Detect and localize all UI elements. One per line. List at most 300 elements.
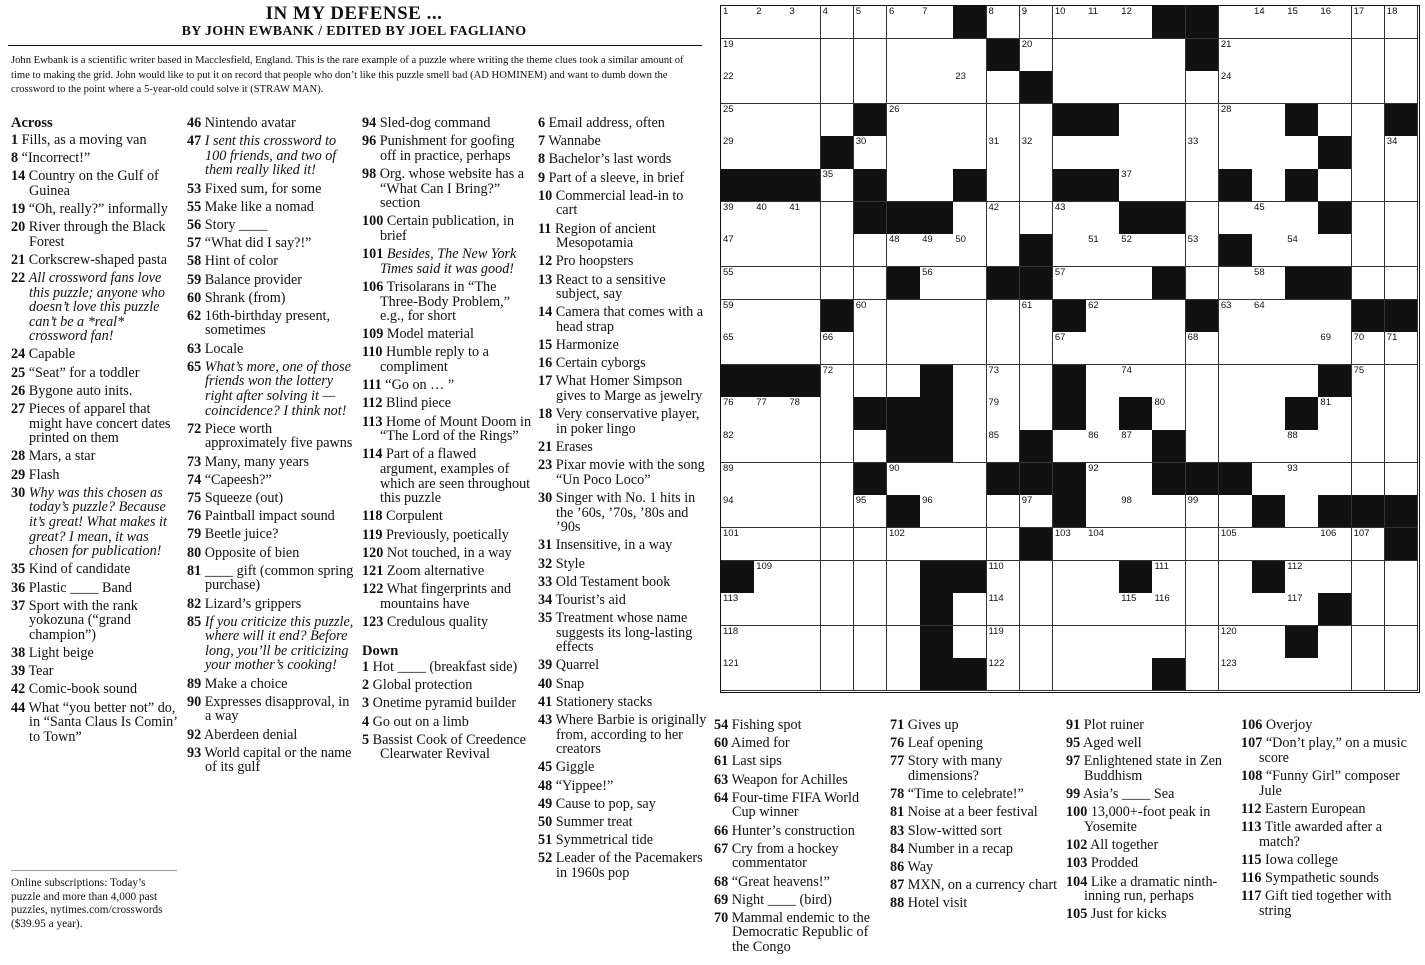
grid-cell[interactable] bbox=[1186, 104, 1220, 137]
clue-item[interactable] bbox=[362, 134, 534, 163]
grid-cell[interactable] bbox=[1252, 658, 1286, 691]
grid-cell[interactable] bbox=[1352, 71, 1386, 104]
grid-cell[interactable] bbox=[987, 495, 1021, 528]
grid-cell[interactable] bbox=[1020, 561, 1054, 594]
grid-cell[interactable] bbox=[1352, 104, 1386, 137]
clue-item[interactable] bbox=[362, 327, 534, 342]
grid-cell[interactable] bbox=[1086, 495, 1120, 528]
clue-item[interactable] bbox=[538, 305, 708, 334]
clue-item[interactable] bbox=[538, 677, 708, 692]
grid-cell[interactable] bbox=[1086, 658, 1120, 691]
grid-cell[interactable] bbox=[721, 71, 755, 104]
grid-cell[interactable] bbox=[1086, 332, 1120, 365]
grid-cell[interactable] bbox=[920, 495, 954, 528]
clue-item[interactable] bbox=[362, 564, 534, 579]
grid-cell[interactable] bbox=[987, 332, 1021, 365]
grid-cell[interactable] bbox=[1219, 6, 1253, 39]
grid-cell[interactable] bbox=[1385, 593, 1419, 626]
grid-cell[interactable] bbox=[854, 39, 888, 72]
grid-cell[interactable] bbox=[1053, 234, 1087, 267]
grid-cell[interactable] bbox=[1152, 234, 1186, 267]
grid-cell[interactable] bbox=[987, 104, 1021, 137]
grid-cell[interactable] bbox=[1119, 593, 1153, 626]
grid-cell[interactable] bbox=[987, 169, 1021, 202]
clue-item[interactable] bbox=[187, 728, 357, 743]
grid-cell[interactable] bbox=[1352, 658, 1386, 691]
clue-item[interactable] bbox=[187, 509, 357, 524]
clue-item[interactable] bbox=[362, 733, 534, 762]
clue-item[interactable] bbox=[538, 458, 708, 487]
clue-item[interactable] bbox=[538, 116, 708, 131]
grid-cell[interactable] bbox=[854, 658, 888, 691]
grid-cell[interactable] bbox=[920, 6, 954, 39]
clue-item[interactable] bbox=[362, 247, 534, 276]
grid-cell[interactable] bbox=[1285, 561, 1319, 594]
grid-cell[interactable] bbox=[1318, 658, 1352, 691]
grid-cell[interactable] bbox=[754, 202, 788, 235]
grid-cell[interactable] bbox=[1119, 528, 1153, 561]
grid-cell[interactable] bbox=[787, 136, 821, 169]
grid-cell[interactable] bbox=[854, 71, 888, 104]
grid-cell[interactable] bbox=[987, 430, 1021, 463]
grid-cell[interactable] bbox=[987, 528, 1021, 561]
grid-cell[interactable] bbox=[1252, 528, 1286, 561]
grid-cell[interactable] bbox=[1219, 300, 1253, 333]
grid-cell[interactable] bbox=[1285, 300, 1319, 333]
grid-cell[interactable] bbox=[1020, 365, 1054, 398]
clue-item[interactable] bbox=[890, 787, 1060, 802]
clue-item[interactable] bbox=[538, 152, 708, 167]
grid-cell[interactable] bbox=[754, 658, 788, 691]
clue-item[interactable] bbox=[11, 682, 179, 697]
clue-item[interactable] bbox=[538, 538, 708, 553]
grid-cell[interactable] bbox=[854, 528, 888, 561]
grid-cell[interactable] bbox=[1119, 430, 1153, 463]
grid-cell[interactable] bbox=[953, 463, 987, 496]
grid-cell[interactable] bbox=[920, 169, 954, 202]
clue-item[interactable] bbox=[538, 440, 708, 455]
grid-cell[interactable] bbox=[721, 658, 755, 691]
grid-cell[interactable] bbox=[1219, 561, 1253, 594]
clue-item[interactable] bbox=[1066, 805, 1234, 834]
clue-item[interactable] bbox=[187, 236, 357, 251]
grid-cell[interactable] bbox=[1053, 332, 1087, 365]
grid-cell[interactable] bbox=[953, 202, 987, 235]
grid-cell[interactable] bbox=[721, 6, 755, 39]
grid-cell[interactable] bbox=[1219, 202, 1253, 235]
clue-item[interactable] bbox=[714, 824, 882, 839]
clue-item[interactable] bbox=[187, 116, 357, 131]
clue-item[interactable] bbox=[362, 280, 534, 324]
grid-cell[interactable] bbox=[1119, 71, 1153, 104]
clue-item[interactable] bbox=[890, 842, 1060, 857]
grid-cell[interactable] bbox=[1318, 332, 1352, 365]
clue-item[interactable] bbox=[11, 253, 179, 268]
clue-item[interactable] bbox=[187, 746, 357, 775]
grid-cell[interactable] bbox=[721, 626, 755, 659]
grid-cell[interactable] bbox=[721, 495, 755, 528]
grid-cell[interactable] bbox=[987, 202, 1021, 235]
grid-cell[interactable] bbox=[1385, 71, 1419, 104]
clue-item[interactable] bbox=[1241, 802, 1416, 817]
grid-cell[interactable] bbox=[1352, 136, 1386, 169]
grid-cell[interactable] bbox=[1352, 430, 1386, 463]
clue-item[interactable] bbox=[11, 486, 179, 559]
grid-cell[interactable] bbox=[854, 6, 888, 39]
grid-cell[interactable] bbox=[1086, 528, 1120, 561]
clue-item[interactable] bbox=[538, 254, 708, 269]
clue-item[interactable] bbox=[187, 564, 357, 593]
grid-cell[interactable] bbox=[1252, 300, 1286, 333]
grid-cell[interactable] bbox=[1219, 332, 1253, 365]
grid-cell[interactable] bbox=[1119, 626, 1153, 659]
clue-item[interactable] bbox=[11, 581, 179, 596]
clue-item[interactable] bbox=[11, 133, 179, 148]
grid-cell[interactable] bbox=[1385, 626, 1419, 659]
clue-item[interactable] bbox=[187, 615, 357, 673]
grid-cell[interactable] bbox=[821, 561, 855, 594]
clue-item[interactable] bbox=[11, 599, 179, 643]
grid-cell[interactable] bbox=[787, 397, 821, 430]
grid-cell[interactable] bbox=[854, 430, 888, 463]
grid-cell[interactable] bbox=[1219, 658, 1253, 691]
clue-item[interactable] bbox=[538, 134, 708, 149]
clue-item[interactable] bbox=[538, 593, 708, 608]
clue-item[interactable] bbox=[11, 169, 179, 198]
grid-cell[interactable] bbox=[1285, 365, 1319, 398]
clue-item[interactable] bbox=[362, 167, 534, 211]
clue-item[interactable] bbox=[11, 646, 179, 661]
grid-cell[interactable] bbox=[1053, 6, 1087, 39]
clue-item[interactable] bbox=[187, 291, 357, 306]
clue-item[interactable] bbox=[11, 366, 179, 381]
grid-cell[interactable] bbox=[1186, 561, 1220, 594]
grid-cell[interactable] bbox=[1385, 332, 1419, 365]
clue-item[interactable] bbox=[187, 342, 357, 357]
grid-cell[interactable] bbox=[953, 397, 987, 430]
grid-cell[interactable] bbox=[920, 234, 954, 267]
grid-cell[interactable] bbox=[987, 593, 1021, 626]
grid-cell[interactable] bbox=[721, 234, 755, 267]
grid-cell[interactable] bbox=[1186, 169, 1220, 202]
grid-cell[interactable] bbox=[953, 39, 987, 72]
clue-item[interactable] bbox=[187, 422, 357, 451]
grid-cell[interactable] bbox=[1352, 169, 1386, 202]
clue-item[interactable] bbox=[538, 557, 708, 572]
clue-item[interactable] bbox=[890, 896, 1060, 911]
grid-cell[interactable] bbox=[1053, 136, 1087, 169]
grid-cell[interactable] bbox=[787, 300, 821, 333]
grid-cell[interactable] bbox=[1352, 528, 1386, 561]
grid-cell[interactable] bbox=[1086, 39, 1120, 72]
grid-cell[interactable] bbox=[1119, 332, 1153, 365]
grid-cell[interactable] bbox=[1053, 626, 1087, 659]
grid-cell[interactable] bbox=[887, 365, 921, 398]
grid-cell[interactable] bbox=[1119, 6, 1153, 39]
clue-item[interactable] bbox=[1241, 853, 1416, 868]
grid-cell[interactable] bbox=[1252, 39, 1286, 72]
grid-cell[interactable] bbox=[987, 561, 1021, 594]
grid-cell[interactable] bbox=[1352, 332, 1386, 365]
grid-cell[interactable] bbox=[1219, 104, 1253, 137]
grid-cell[interactable] bbox=[1020, 104, 1054, 137]
grid-cell[interactable] bbox=[953, 593, 987, 626]
grid-cell[interactable] bbox=[1285, 6, 1319, 39]
grid-cell[interactable] bbox=[721, 593, 755, 626]
grid-cell[interactable] bbox=[920, 267, 954, 300]
grid-cell[interactable] bbox=[787, 104, 821, 137]
grid-cell[interactable] bbox=[920, 463, 954, 496]
grid-cell[interactable] bbox=[1252, 234, 1286, 267]
grid-cell[interactable] bbox=[1152, 104, 1186, 137]
grid-cell[interactable] bbox=[1352, 626, 1386, 659]
grid-cell[interactable] bbox=[1385, 430, 1419, 463]
grid-cell[interactable] bbox=[1086, 430, 1120, 463]
clue-item[interactable] bbox=[187, 677, 357, 692]
grid-cell[interactable] bbox=[1020, 397, 1054, 430]
grid-cell[interactable] bbox=[1385, 463, 1419, 496]
clue-item[interactable] bbox=[187, 134, 357, 178]
clue-item[interactable] bbox=[538, 374, 708, 403]
grid-cell[interactable] bbox=[787, 267, 821, 300]
grid-cell[interactable] bbox=[1252, 202, 1286, 235]
clue-item[interactable] bbox=[1066, 718, 1234, 733]
grid-cell[interactable] bbox=[1252, 397, 1286, 430]
clue-item[interactable] bbox=[714, 718, 882, 733]
grid-cell[interactable] bbox=[821, 593, 855, 626]
grid-cell[interactable] bbox=[1152, 169, 1186, 202]
clue-item[interactable] bbox=[1241, 820, 1416, 849]
grid-cell[interactable] bbox=[920, 300, 954, 333]
clue-item[interactable] bbox=[362, 214, 534, 243]
grid-cell[interactable] bbox=[953, 495, 987, 528]
grid-cell[interactable] bbox=[1086, 71, 1120, 104]
clue-item[interactable] bbox=[11, 449, 179, 464]
grid-cell[interactable] bbox=[953, 332, 987, 365]
grid-cell[interactable] bbox=[1285, 71, 1319, 104]
grid-cell[interactable] bbox=[721, 397, 755, 430]
grid-cell[interactable] bbox=[1285, 495, 1319, 528]
grid-cell[interactable] bbox=[1352, 267, 1386, 300]
grid-cell[interactable] bbox=[1020, 169, 1054, 202]
grid-cell[interactable] bbox=[1020, 593, 1054, 626]
grid-cell[interactable] bbox=[887, 626, 921, 659]
grid-cell[interactable] bbox=[1285, 136, 1319, 169]
clue-item[interactable] bbox=[538, 356, 708, 371]
clue-item[interactable] bbox=[187, 491, 357, 506]
grid-cell[interactable] bbox=[754, 136, 788, 169]
clue-item[interactable] bbox=[362, 447, 534, 505]
clue-item[interactable] bbox=[890, 824, 1060, 839]
grid-cell[interactable] bbox=[1219, 528, 1253, 561]
grid-cell[interactable] bbox=[754, 104, 788, 137]
grid-cell[interactable] bbox=[1252, 463, 1286, 496]
grid-cell[interactable] bbox=[1152, 136, 1186, 169]
clue-item[interactable] bbox=[187, 360, 357, 418]
grid-cell[interactable] bbox=[821, 267, 855, 300]
grid-cell[interactable] bbox=[1186, 528, 1220, 561]
grid-cell[interactable] bbox=[854, 267, 888, 300]
clue-item[interactable] bbox=[1066, 875, 1234, 904]
grid-cell[interactable] bbox=[1020, 658, 1054, 691]
clue-item[interactable] bbox=[362, 396, 534, 411]
grid-cell[interactable] bbox=[1053, 528, 1087, 561]
grid-cell[interactable] bbox=[1318, 6, 1352, 39]
grid-cell[interactable] bbox=[1053, 202, 1087, 235]
clue-item[interactable] bbox=[11, 664, 179, 679]
grid-cell[interactable] bbox=[953, 300, 987, 333]
clue-item[interactable] bbox=[362, 546, 534, 561]
grid-cell[interactable] bbox=[787, 561, 821, 594]
grid-cell[interactable] bbox=[1252, 626, 1286, 659]
grid-cell[interactable] bbox=[1119, 104, 1153, 137]
clue-item[interactable] bbox=[362, 415, 534, 444]
grid-cell[interactable] bbox=[821, 332, 855, 365]
grid-cell[interactable] bbox=[721, 528, 755, 561]
grid-cell[interactable] bbox=[1318, 300, 1352, 333]
grid-cell[interactable] bbox=[1318, 71, 1352, 104]
grid-cell[interactable] bbox=[1020, 202, 1054, 235]
grid-cell[interactable] bbox=[1385, 365, 1419, 398]
grid-cell[interactable] bbox=[754, 593, 788, 626]
grid-cell[interactable] bbox=[1086, 234, 1120, 267]
grid-cell[interactable] bbox=[1119, 234, 1153, 267]
clue-item[interactable] bbox=[1066, 907, 1234, 922]
grid-cell[interactable] bbox=[754, 6, 788, 39]
grid-cell[interactable] bbox=[1186, 365, 1220, 398]
crossword-grid[interactable] bbox=[720, 5, 1420, 693]
grid-cell[interactable] bbox=[721, 332, 755, 365]
grid-cell[interactable] bbox=[1119, 136, 1153, 169]
grid-cell[interactable] bbox=[1053, 561, 1087, 594]
grid-cell[interactable] bbox=[1285, 202, 1319, 235]
clue-item[interactable] bbox=[1066, 838, 1234, 853]
grid-cell[interactable] bbox=[1352, 561, 1386, 594]
grid-cell[interactable] bbox=[754, 561, 788, 594]
grid-cell[interactable] bbox=[987, 658, 1021, 691]
grid-cell[interactable] bbox=[1352, 463, 1386, 496]
grid-cell[interactable] bbox=[754, 495, 788, 528]
clue-item[interactable] bbox=[1241, 718, 1416, 733]
grid-cell[interactable] bbox=[887, 136, 921, 169]
grid-cell[interactable] bbox=[721, 39, 755, 72]
grid-cell[interactable] bbox=[953, 136, 987, 169]
clue-item[interactable] bbox=[187, 200, 357, 215]
clue-item[interactable] bbox=[538, 760, 708, 775]
grid-cell[interactable] bbox=[953, 430, 987, 463]
grid-cell[interactable] bbox=[821, 234, 855, 267]
clue-item[interactable] bbox=[362, 345, 534, 374]
grid-cell[interactable] bbox=[1352, 397, 1386, 430]
grid-cell[interactable] bbox=[987, 300, 1021, 333]
grid-cell[interactable] bbox=[1252, 365, 1286, 398]
clue-item[interactable] bbox=[538, 815, 708, 830]
grid-cell[interactable] bbox=[787, 332, 821, 365]
grid-cell[interactable] bbox=[1186, 267, 1220, 300]
grid-cell[interactable] bbox=[1219, 495, 1253, 528]
grid-cell[interactable] bbox=[1152, 300, 1186, 333]
grid-cell[interactable] bbox=[920, 136, 954, 169]
grid-cell[interactable] bbox=[1352, 234, 1386, 267]
clue-item[interactable] bbox=[538, 338, 708, 353]
grid-cell[interactable] bbox=[1252, 71, 1286, 104]
clue-item[interactable] bbox=[538, 575, 708, 590]
clue-item[interactable] bbox=[538, 833, 708, 848]
grid-cell[interactable] bbox=[1352, 202, 1386, 235]
grid-cell[interactable] bbox=[1385, 397, 1419, 430]
grid-cell[interactable] bbox=[887, 300, 921, 333]
grid-cell[interactable] bbox=[1252, 136, 1286, 169]
grid-cell[interactable] bbox=[754, 332, 788, 365]
grid-cell[interactable] bbox=[1318, 104, 1352, 137]
clue-item[interactable] bbox=[1241, 871, 1416, 886]
grid-cell[interactable] bbox=[1086, 561, 1120, 594]
grid-cell[interactable] bbox=[787, 71, 821, 104]
grid-cell[interactable] bbox=[1020, 136, 1054, 169]
grid-cell[interactable] bbox=[754, 626, 788, 659]
grid-cell[interactable] bbox=[887, 463, 921, 496]
clue-item[interactable] bbox=[11, 562, 179, 577]
grid-cell[interactable] bbox=[1152, 39, 1186, 72]
clue-item[interactable] bbox=[11, 384, 179, 399]
clue-item[interactable] bbox=[187, 309, 357, 338]
clue-item[interactable] bbox=[714, 875, 882, 890]
grid-cell[interactable] bbox=[1186, 397, 1220, 430]
grid-cell[interactable] bbox=[787, 626, 821, 659]
grid-cell[interactable] bbox=[787, 202, 821, 235]
clue-item[interactable] bbox=[1241, 769, 1416, 798]
clue-item[interactable] bbox=[538, 491, 708, 535]
clue-item[interactable] bbox=[890, 718, 1060, 733]
clue-item[interactable] bbox=[538, 273, 708, 302]
grid-cell[interactable] bbox=[1385, 658, 1419, 691]
grid-cell[interactable] bbox=[754, 39, 788, 72]
grid-cell[interactable] bbox=[953, 626, 987, 659]
grid-cell[interactable] bbox=[1318, 561, 1352, 594]
grid-cell[interactable] bbox=[721, 104, 755, 137]
grid-cell[interactable] bbox=[1053, 71, 1087, 104]
grid-cell[interactable] bbox=[1086, 267, 1120, 300]
clue-item[interactable] bbox=[538, 611, 708, 655]
grid-cell[interactable] bbox=[854, 300, 888, 333]
grid-cell[interactable] bbox=[1219, 71, 1253, 104]
grid-cell[interactable] bbox=[1053, 267, 1087, 300]
clue-item[interactable] bbox=[714, 754, 882, 769]
grid-cell[interactable] bbox=[887, 104, 921, 137]
grid-cell[interactable] bbox=[821, 495, 855, 528]
clue-item[interactable] bbox=[187, 273, 357, 288]
grid-cell[interactable] bbox=[787, 495, 821, 528]
clue-item[interactable] bbox=[362, 678, 534, 693]
grid-cell[interactable] bbox=[754, 300, 788, 333]
grid-cell[interactable] bbox=[1285, 234, 1319, 267]
grid-cell[interactable] bbox=[1252, 6, 1286, 39]
grid-cell[interactable] bbox=[1352, 365, 1386, 398]
clue-item[interactable] bbox=[362, 660, 534, 675]
grid-cell[interactable] bbox=[721, 202, 755, 235]
clue-item[interactable] bbox=[11, 220, 179, 249]
grid-cell[interactable] bbox=[821, 658, 855, 691]
grid-cell[interactable] bbox=[854, 234, 888, 267]
grid-cell[interactable] bbox=[1385, 202, 1419, 235]
grid-cell[interactable] bbox=[1119, 300, 1153, 333]
grid-cell[interactable] bbox=[987, 234, 1021, 267]
clue-item[interactable] bbox=[714, 736, 882, 751]
grid-cell[interactable] bbox=[721, 463, 755, 496]
grid-cell[interactable] bbox=[1053, 658, 1087, 691]
grid-cell[interactable] bbox=[1020, 39, 1054, 72]
clue-item[interactable] bbox=[11, 151, 179, 166]
